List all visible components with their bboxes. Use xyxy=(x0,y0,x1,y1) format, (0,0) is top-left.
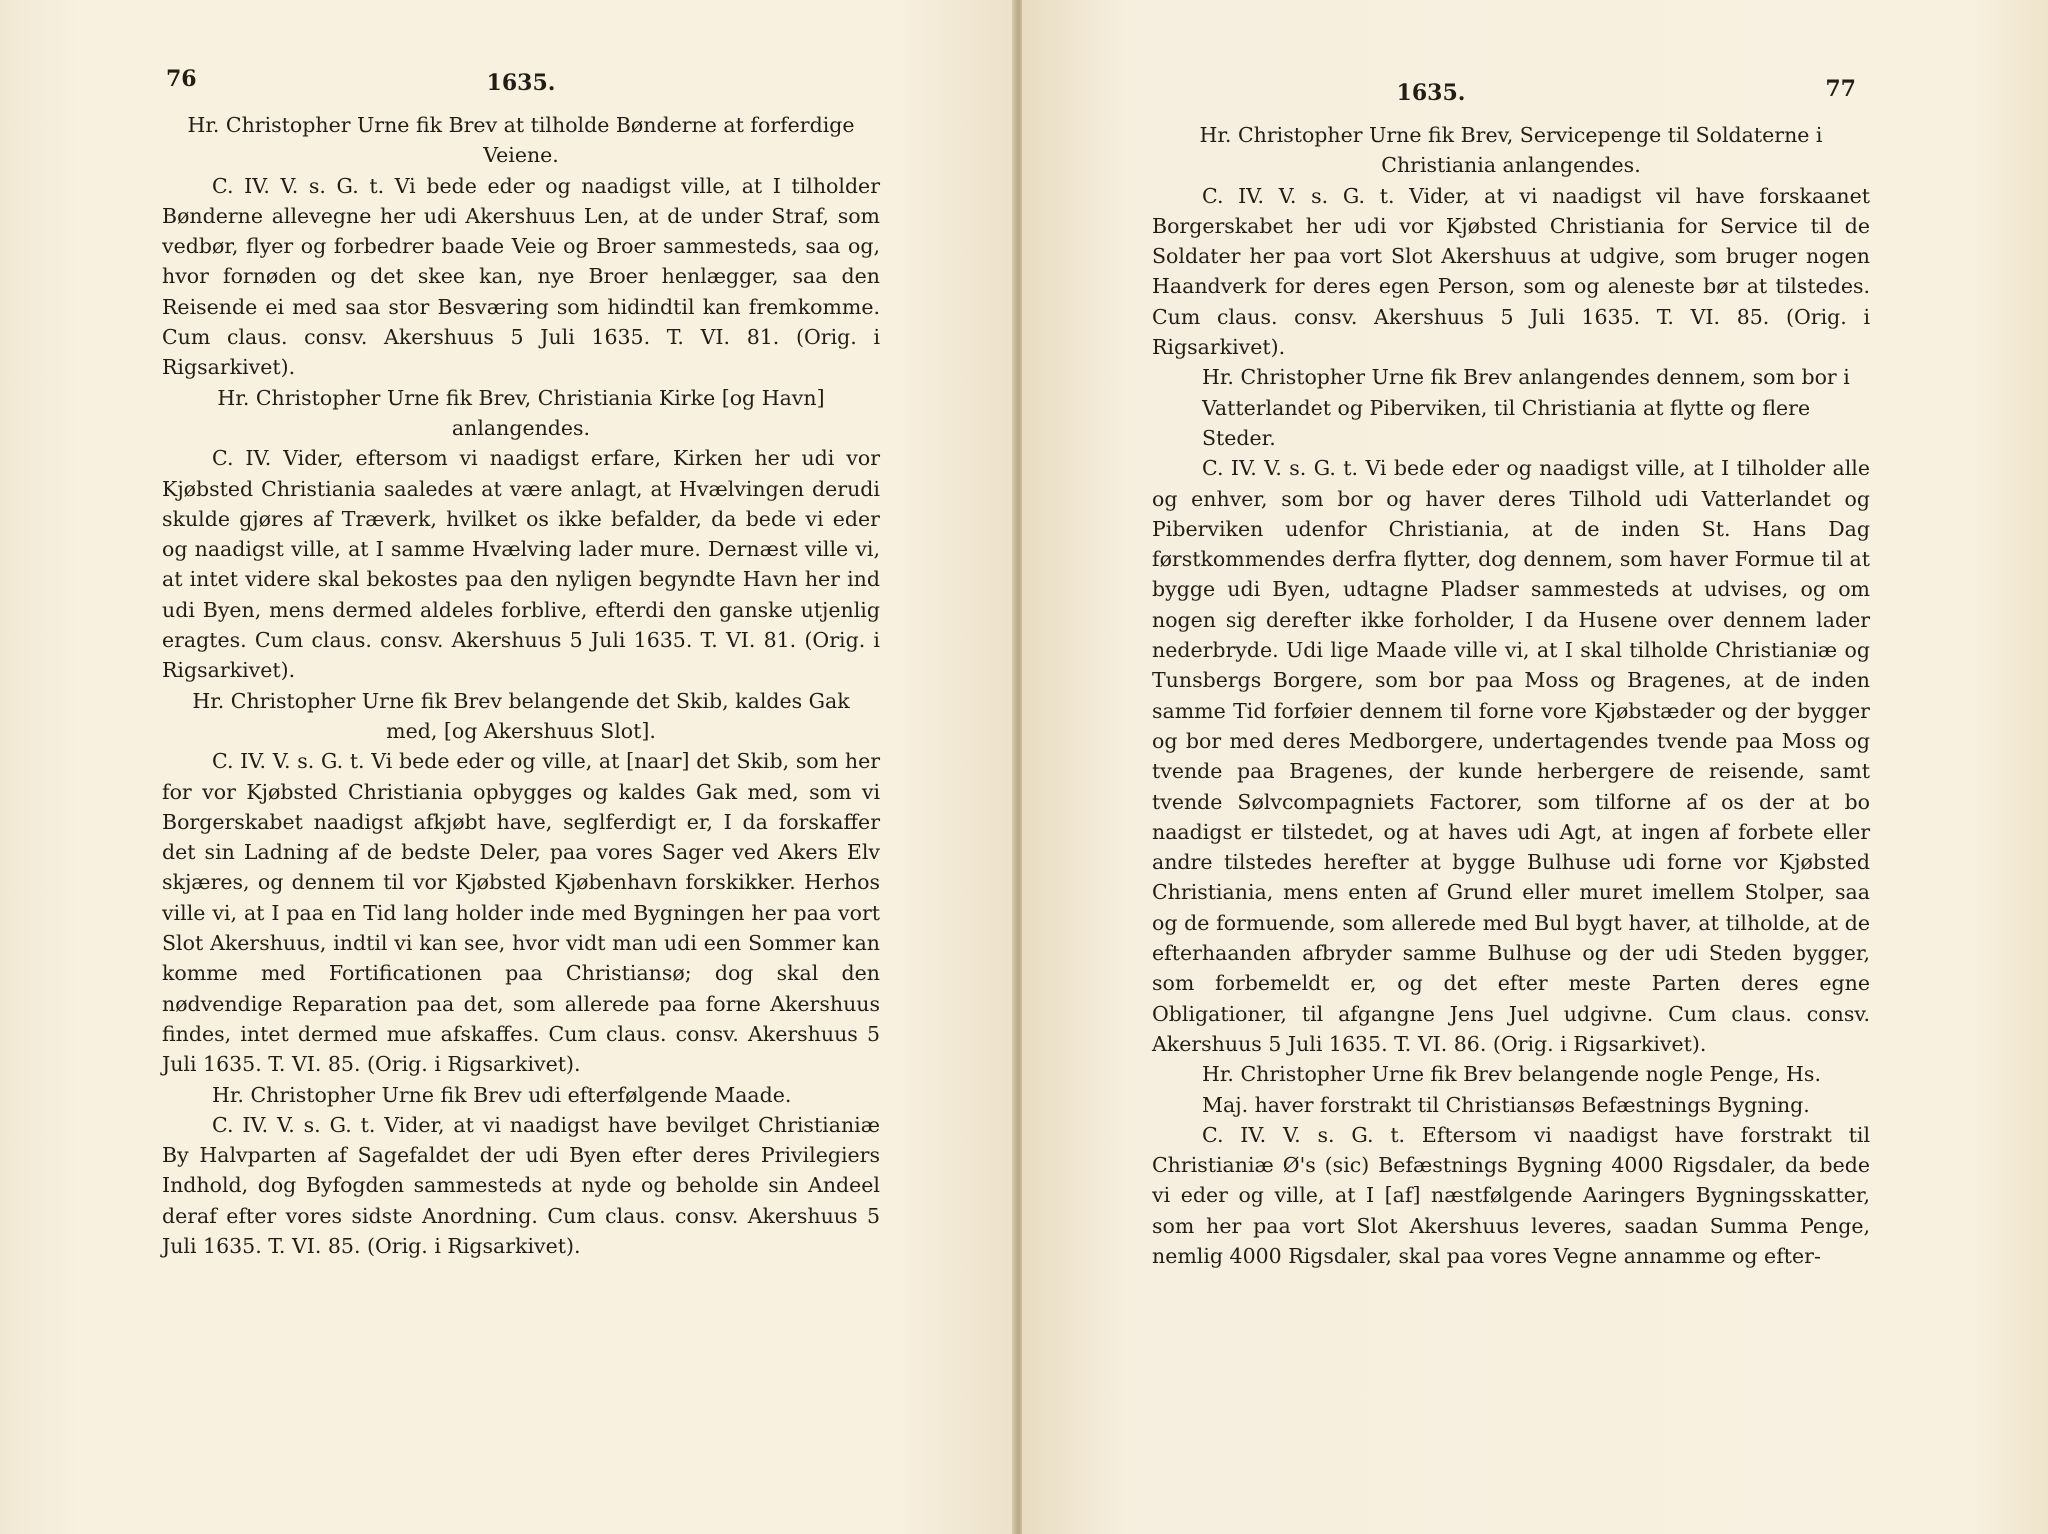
left-letter-heading: Hr. Christopher Urne fik Brev belangende det Skib, kaldes Gak med, [og Akershuus Slot]. xyxy=(192,688,850,743)
left-letter-body: C. IV. V. s. G. t. Vider, at vi naadigst have bevilget Christianiæ By Halvparten af Sagefaldet der udi Byen efter deres Privilegiers Indhold, dog Byfogden sammesteds at nyde og beholde sin Andeel deraf efter vores sidste Anordning. Cum claus. consv. Akershuus 5 Juli 1635. T. VI. 85. (Orig. i Rigsarkivet). xyxy=(162,1112,880,1258)
right-page xyxy=(1022,0,2048,1534)
right-letter-heading: Hr. Christopher Urne fik Brev anlangendes dennem, som bor i Vatterlandet og Piberviken, til Christiania at flytte og flere Steder. xyxy=(1202,365,1850,450)
right-letter-heading: Hr. Christopher Urne fik Brev, Servicepenge til Soldaterne i Christiania anlangendes. xyxy=(1199,123,1823,178)
right-page-text xyxy=(1152,72,1870,1271)
right-page-year: 1635. xyxy=(1396,80,1466,106)
left-page-year: 1635. xyxy=(486,70,556,96)
left-letter-heading: Hr. Christopher Urne fik Brev at tilholde Bønderne at forferdige Veiene. xyxy=(187,113,855,168)
left-letter-body: C. IV. V. s. G. t. Vi bede eder og naadigst ville, at I tilholder Bønderne allevegne her udi Akershuus Len, at de under Straf, som vedbør, flyer og forbedrer baade Veie og Broer sammesteds, saa og, hvor fornøden og det skee kan, nye Broer henlægger, saa den Reisende ei med saa stor Besværing som hidindtil kan fremkomme. Cum claus. consv. Akershuus 5 Juli 1635. T. VI. 81. (Orig. i Rigsarkivet). xyxy=(162,173,880,380)
right-page-header xyxy=(1152,72,1870,120)
left-letter-body: C. IV. V. s. G. t. Vi bede eder og ville, at [naar] det Skib, som her for vor Kjøbsted Christiania opbygges og kaldes Gak med, som vi Borgerskabet naadigst afkjøbt have, seglferdigt er, I da forskaffer det sin Ladning af de bedste Deler, paa vores Sager ved Akers Elv skjæres, og dennem til vor Kjøbsted Kjøbenhavn forskikker. Herhos ville vi, at I paa en Tid lang holder inde med Bygningen her paa vort Slot Akershuus, indtil vi kan see, hvor vidt man udi een Sommer kan komme med Fortificationen paa Christiansø; dog skal den nødvendige Reparation paa det, som allerede paa forne Akershuus findes, intet dermed mue afskaffes. Cum claus. consv. Akershuus 5 Juli 1635. T. VI. 85. (Orig. i Rigsarkivet). xyxy=(162,749,880,1077)
left-letter-heading: Hr. Christopher Urne fik Brev udi efterfølgende Maade. xyxy=(212,1082,792,1107)
left-page-text xyxy=(162,62,880,1261)
left-letter-body: C. IV. Vider, eftersom vi naadigst erfare, Kirken her udi vor Kjøbsted Christiania saaledes at være anlagt, at Hvælvingen derudi skulde gjøres af Træverk, hvilket os ikke befalder, da bede vi eder og naadigst ville, at I samme Hvælving lader mure. Dernæst ville vi, at intet videre skal bekostes paa den nyligen begyndte Havn her ind udi Byen, mens dermed aldeles forblive, efterdi den ganske utjenlig eragtes. Cum claus. consv. Akershuus 5 Juli 1635. T. VI. 81. (Orig. i Rigsarkivet). xyxy=(162,446,880,683)
right-letter-body: C. IV. V. s. G. t. Eftersom vi naadigst have forstrakt til Christianiæ Ø's (sic) Befæstnings Bygning 4000 Rigsdaler, da bede vi eder og ville, at I [af] næstfølgende Aaringers Bygningsskatter, som her paa vort Slot Akershuus leveres, saadan Summa Penge, nemlig 4000 Rigsdaler, skal paa vores Vegne annamme og efter- xyxy=(1152,1122,1870,1268)
left-page-header xyxy=(162,62,880,110)
right-letter-body: C. IV. V. s. G. t. Vider, at vi naadigst vil have forskaanet Borgerskabet her udi vor Kjøbsted Christiania for Service til de Soldater her paa vort Slot Akershuus at udgive, som bruger nogen Haandverk for deres egen Person, som og aleneste bør at tilstedes. Cum claus. consv. Akershuus 5 Juli 1635. T. VI. 85. (Orig. i Rigsarkivet). xyxy=(1152,183,1870,360)
right-page-number: 77 xyxy=(1825,76,1856,102)
left-page xyxy=(0,0,1015,1534)
right-letter-heading: Hr. Christopher Urne fik Brev belangende nogle Penge, Hs. Maj. haver forstrakt til Christiansøs Befæstnings Bygning. xyxy=(1202,1062,1821,1117)
right-letter-body: C. IV. V. s. G. t. Vi bede eder og naadigst ville, at I tilholder alle og enhver, som bor og haver deres Tilhold udi Vatterlandet og Piberviken udenfor Christiania, at de inden St. Hans Dag førstkommendes derfra flytter, dog dennem, som haver Formue til at bygge udi Byen, udtagne Pladser sammesteds at udvises, og om nogen sig derefter ikke forholder, I da Husene over dennem lader nederbryde. Udi lige Maade ville vi, at I skal tilholde Christianiæ og Tunsbergs Borgere, som bor paa Moss og Bragenes, at de inden samme Tid forføier dennem til forne vore Kjøbstæder og der bygger og bor med deres Medborgere, undertagendes tvende paa Moss og tvende paa Bragenes, der kunde herbergere de reisende, samt tvende Sølvcompagniets Factorer, som tilforne af os der at bo naadigst er tilstedet, og at haves udi Agt, at ingen af forbete eller andre tilstedes herefter at bygge Bulhuse udi forne vor Kjøbsted Christiania, mens enten af Grund eller muret imellem Stolper, saa og de formuende, som allerede med Bul bygt haver, at tilholde, at de efterhaanden afbryder samme Bulhuse og der udi Steden bygger, som forbemeldt er, og det efter meste Parten deres egne Obligationer, til afgangne Jens Juel udgivne. Cum claus. consv. Akershuus 5 Juli 1635. T. VI. 86. (Orig. i Rigsarkivet). xyxy=(1152,456,1870,1056)
left-letter-heading: Hr. Christopher Urne fik Brev, Christiania Kirke [og Havn] anlangendes. xyxy=(217,385,825,440)
left-page-number: 76 xyxy=(166,66,197,92)
